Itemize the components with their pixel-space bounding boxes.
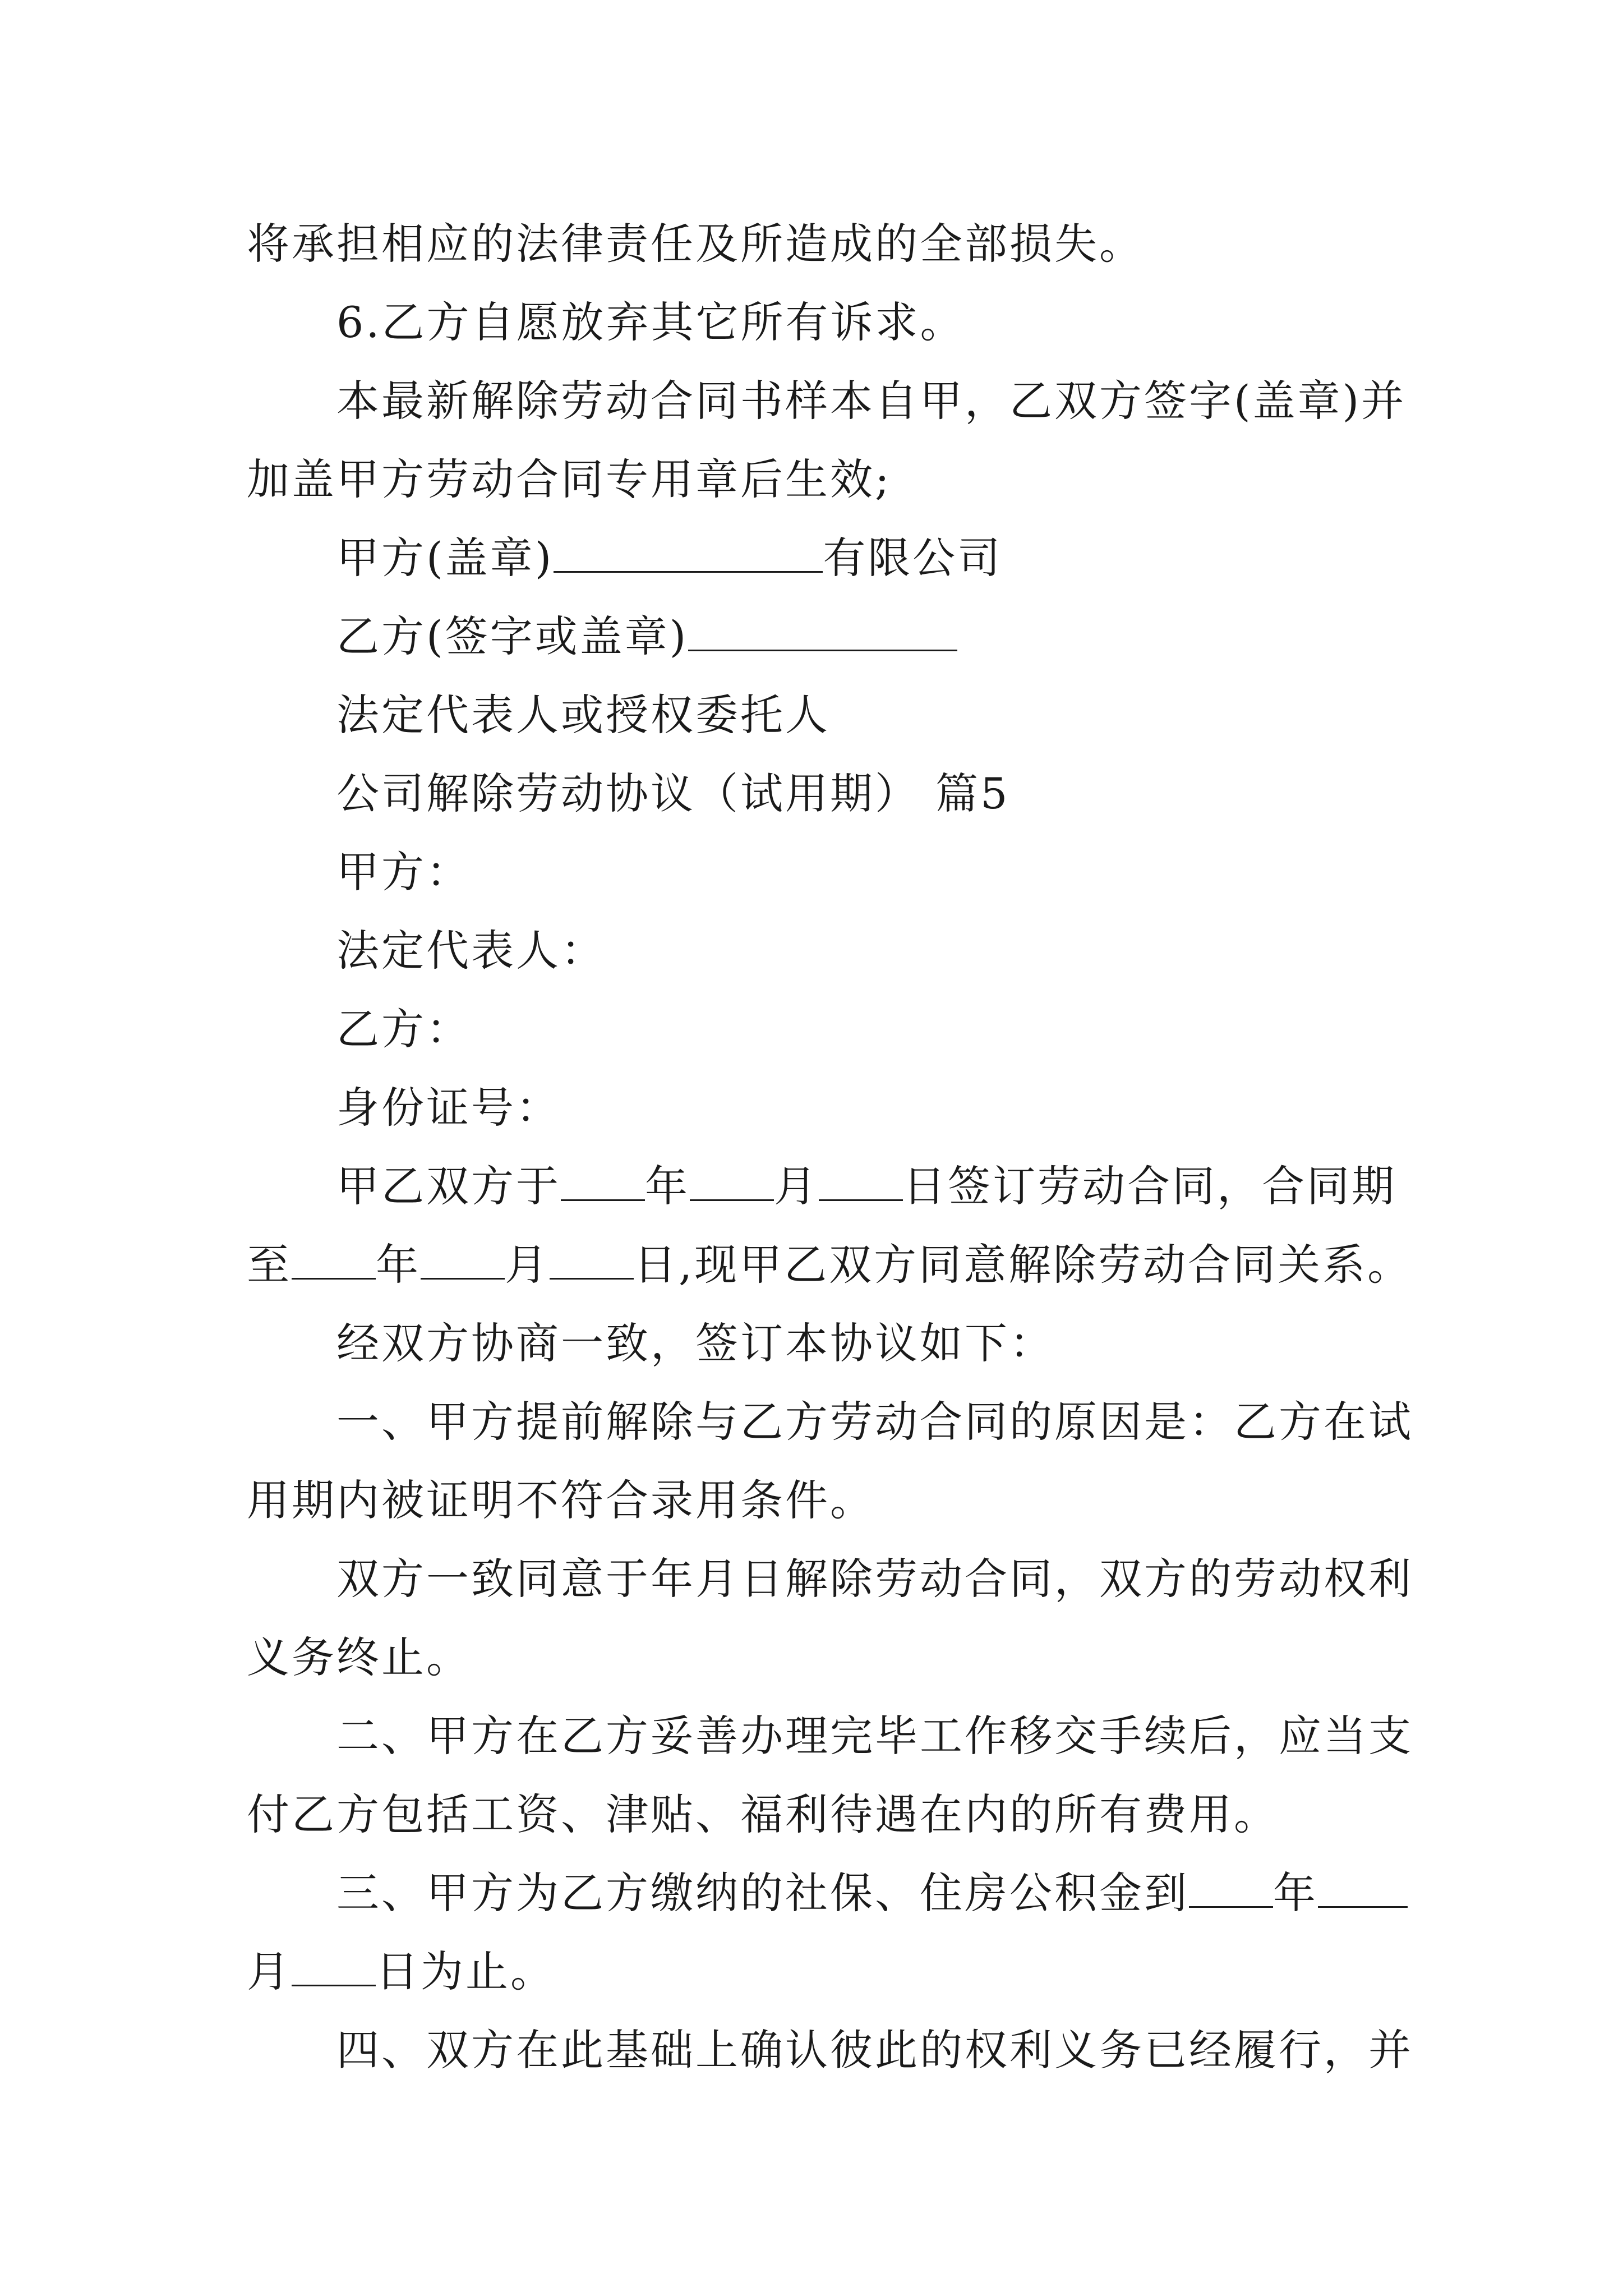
text-fragment: 年: [645, 1161, 690, 1211]
section-heading: 公司解除劳动协议（试用期） 篇5: [336, 769, 1010, 818]
text-fragment: 年: [376, 1240, 421, 1290]
party-a-seal-blank: [554, 537, 823, 573]
paragraph-line: 义务终止。: [247, 1632, 471, 1682]
party-b-sign-blank: [688, 616, 957, 651]
party-b-sign-label: 乙方(签字或盖章): [336, 611, 689, 661]
year-blank: [561, 1166, 645, 1201]
paragraph-line: 本最新解除劳动合同书样本自甲，乙双方签字(盖章)并: [336, 376, 1407, 426]
year-blank: [292, 1244, 376, 1280]
date-line: [336, 1147, 1396, 1226]
party-a-seal-label: 甲方(盖章): [336, 533, 554, 583]
field-label: 甲方：: [336, 847, 471, 897]
date-line: [247, 1226, 1412, 1304]
text-fragment: 月: [247, 1947, 292, 1996]
text-fragment: 月: [774, 1161, 819, 1211]
paragraph-line: 6.乙方自愿放弃其它所有诉求。: [336, 297, 965, 347]
month-blank: [1318, 1872, 1408, 1908]
paragraph-line: 加盖甲方劳动合同专用章后生效;: [247, 454, 892, 504]
year-blank: [1189, 1872, 1273, 1908]
date-line: [247, 1932, 555, 2011]
month-blank: [690, 1166, 774, 1201]
paragraph-line: 双方一致同意于年月日解除劳动合同，双方的劳动权利: [336, 1554, 1413, 1604]
text-fragment: 日签订劳动合同，合同期: [903, 1161, 1396, 1211]
month-blank: [421, 1244, 505, 1280]
signature-line-party-a: [336, 519, 1002, 597]
paragraph-line: 四、双方在此基础上确认彼此的权利义务已经履行，并: [336, 2025, 1413, 2075]
paragraph-line: 经双方协商一致，签订本协议如下：: [336, 1318, 1054, 1368]
text-fragment: 日为止。: [376, 1947, 555, 1996]
text-fragment: 月: [505, 1240, 550, 1290]
paragraph-line: 二、甲方在乙方妥善办理完毕工作移交手续后，应当支: [336, 1711, 1413, 1761]
paragraph-line: 一、甲方提前解除与乙方劳动合同的原因是：乙方在试: [336, 1397, 1413, 1447]
paragraph-line: 将承担相应的法律责任及所造成的全部损失。: [247, 219, 1144, 269]
paragraph-line: 法定代表人或授权委托人: [336, 690, 830, 740]
day-blank: [292, 1951, 376, 1986]
paragraph-line: 用期内被证明不符合录用条件。: [247, 1475, 875, 1525]
text-fragment: 年: [1273, 1868, 1318, 1918]
text-fragment: 至: [247, 1240, 292, 1290]
text-fragment: 甲乙双方于: [336, 1161, 561, 1211]
field-label: 身份证号：: [336, 1083, 561, 1133]
text-fragment: 三、甲方为乙方缴纳的社保、住房公积金到: [336, 1868, 1189, 1918]
field-label: 乙方：: [336, 1004, 471, 1054]
day-blank: [819, 1166, 903, 1201]
paragraph-line: 付乙方包括工资、津贴、福利待遇在内的所有费用。: [247, 1789, 1279, 1839]
company-suffix: 有限公司: [823, 533, 1003, 583]
text-fragment: 日,现甲乙双方同意解除劳动合同关系。: [634, 1240, 1413, 1290]
date-line: [336, 1854, 1408, 1932]
field-label: 法定代表人：: [336, 926, 606, 976]
day-blank: [550, 1244, 634, 1280]
signature-line-party-b: [336, 597, 957, 676]
